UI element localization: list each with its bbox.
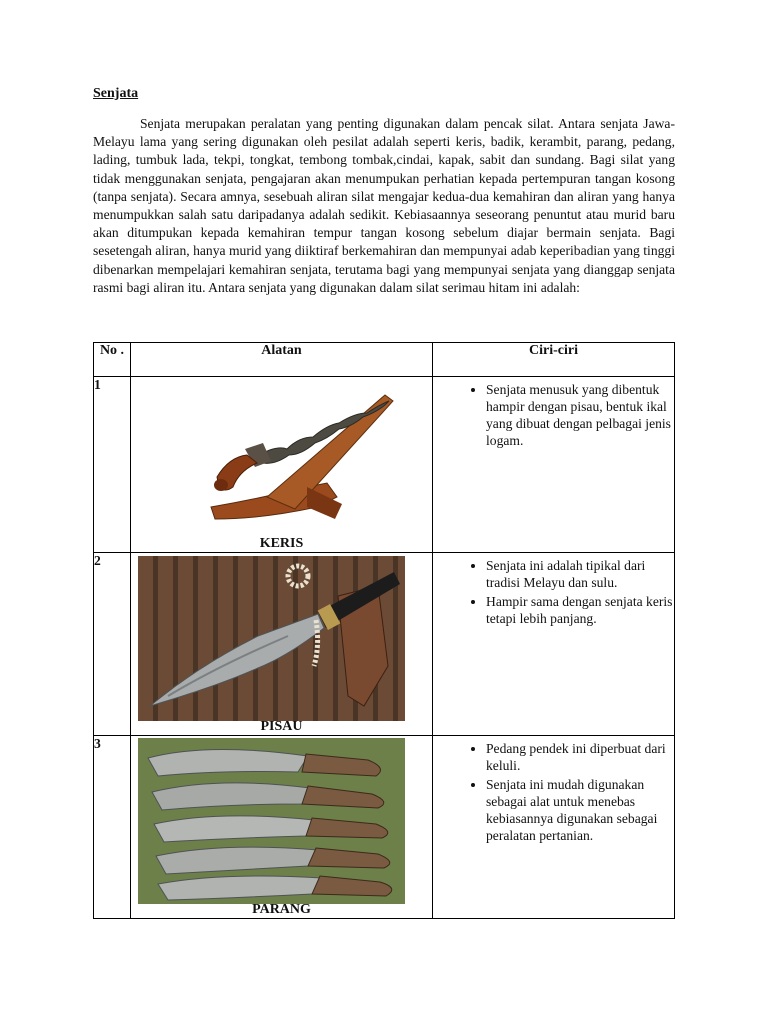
table-row (94, 377, 675, 553)
header-tool: Alatan (131, 343, 433, 377)
table-header-row (94, 343, 675, 377)
tool-cell (131, 553, 433, 736)
weapons-table (93, 342, 675, 919)
tool-cell (131, 736, 433, 919)
feature-item: • Senjata ini adalah tipikal dari tradisi Melayu dan sulu. (486, 557, 674, 591)
features-list (433, 381, 674, 449)
tool-caption: KERIS (259, 536, 304, 551)
table-row (94, 553, 675, 736)
tool-caption: PISAU (260, 719, 303, 734)
intro-paragraph: Senjata merupakan peralatan yang penting digunakan dalam pencak silat. Antara senjata Jawa-Melayu lama yang sering digunakan oleh pesilat adalah seperti keris, badik, kerambit, parang, pedang, lading, tumbuk lada, tekpi, tongkat, tembong tombak,cindai, kapak, sabit dan sundang. Bagi silat yang tidak menggunakan senjata, pengajaran akan menumpukan perhatian kepada pertempuran tangan kosong (tanpa senjata). Secara amnya, sesebuah aliran silat mengajar kedua-dua kemahiran dan aliran yang hanya menumpukkan salah satu daripadanya adalah sedikit. Kebiasaannya seseorang penuntut atau murid baru akan ditumpukan kepada kemahiran tempur tangan kosong sebelum diajar bermain senjata. Bagi sesetengah aliran, hanya murid yang diiktiraf berkemahiran dan mempunyai adab keperibadian yang tinggi dibenarkan mempelajari kemahiran senjata, terutama bagi yang mempunyai senjata yang dianggap senjata rasmi bagi aliran itu. Antara senjata yang digunakan dalam silat serimau hitam ini adalah: (93, 116, 675, 295)
section-title: Senjata (93, 86, 139, 101)
feature-item: • Pedang pendek ini diperbuat dari keluli. (486, 740, 674, 774)
features-list (433, 740, 674, 844)
row-number: 2 (94, 553, 131, 736)
header-no: No . (94, 343, 131, 377)
parang-image (138, 738, 405, 904)
features-list (433, 557, 674, 627)
feature-item: • Senjata menusuk yang dibentuk hampir dengan pisau, bentuk ikal yang dibuat dengan pelbagai jenis logam. (486, 381, 674, 449)
row-number: 1 (94, 377, 131, 553)
tool-cell (131, 377, 433, 553)
features-cell (433, 553, 675, 736)
tool-caption: PARANG (252, 902, 311, 917)
features-cell (433, 377, 675, 553)
header-features: Ciri-ciri (433, 343, 675, 377)
table-row (94, 736, 675, 919)
keris-image (167, 379, 401, 534)
features-cell (433, 736, 675, 919)
pisau-image (138, 556, 405, 721)
feature-item: • Senjata ini mudah digunakan sebagai alat untuk menebas kebiasannya digunakan sebagai peralatan pertanian. (486, 776, 674, 844)
feature-item: • Hampir sama dengan senjata keris tetapi lebih panjang. (486, 593, 674, 627)
row-number: 3 (94, 736, 131, 919)
